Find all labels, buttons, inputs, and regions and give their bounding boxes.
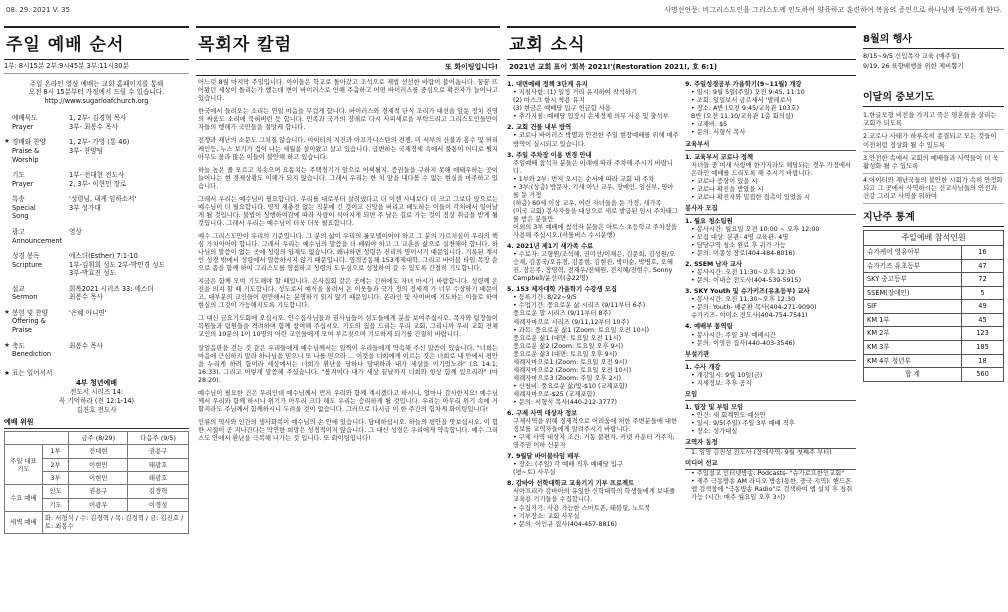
news-item-line: • 코로나 바이러스 박멸과 안전한 주일 현장예배를 위해 매주 방역이 실시되고 있습니다.: [513, 132, 679, 148]
order-value-line: 에스더(Esther) 7:1-10: [69, 252, 138, 261]
news-item-line: • 문의: 이영진 집사(440-403-3546): [691, 339, 795, 347]
news-item-line: 1. 임영 김진성 전도사 (장애사역- 9월 첫째주 부터): [691, 449, 832, 457]
order-value-line: '은혜 아니면': [69, 308, 107, 317]
news-item-line: • 교재비: $5: [691, 121, 728, 129]
duty-cell: 이현민: [69, 472, 128, 485]
stat-label: KM 4부 청년부: [864, 354, 962, 368]
star-icon: ★: [4, 307, 10, 316]
star-icon: ★: [4, 340, 10, 349]
duty-title: 예배 위원: [4, 418, 189, 429]
news-item-line: (미국 교회) 봉사자들을 대상으로 새로 발급된 임시 주차태그를 받은 분들만: [513, 207, 678, 223]
news-item-line: 이외의 3부 예배에 참석자 분들은 아트스 초등학교 주차장을 사용해 주십시오.(셔틀버스 수시운행): [513, 223, 678, 240]
news-item-title: 2. 교회 건물 내부 방역: [507, 124, 572, 132]
prayer-item: 3.안전한 속에서 교회의 예배들과 사역들이 더 욱 활성화 될 수 있도록: [863, 152, 1004, 174]
star-icon: ★: [4, 368, 13, 377]
news-item-line: • 장소: (주일) 각 예배 직후 예배당 입구: [513, 461, 623, 469]
stat-row: [864, 259, 1004, 273]
news-item-line: • 봉사시간: 월요일 오전 10:00 ~ 오후 12:00: [691, 225, 820, 233]
duty-row: [5, 445, 189, 458]
stat-row: [864, 300, 1004, 314]
worship-title: 주일 예배 순서: [4, 28, 189, 60]
stat-value: 18: [962, 354, 1004, 368]
stat-label: KM 1부: [864, 313, 962, 327]
stats-title: 지난주 통계: [863, 208, 1004, 227]
order-value-line: 3부-박효진 성도: [69, 269, 116, 278]
star-icon: [4, 227, 12, 246]
news-item-line: 세례자마으로-$25 (교재포함): [513, 390, 596, 398]
order-label-line: Song: [12, 212, 29, 221]
column-paragraph: 한국에서 들려오는 소리는 연일 마음을 무겁게 합니다. 바이러스와 경제적 단식 조리가 대선을 앞둔 정치 진영의 싸움도 소리에 묵혀버린 듯 합니다. 민족과 국가의 장래로 다시 사피세로을 부탁드리고 그리스도인들만이 자들의 행해가 국민들을 절망케 합니다.: [198, 108, 498, 132]
news-item-line: • 문의: 이내승 전도사(404-539-5915): [691, 277, 802, 285]
duty-header-blank: [5, 432, 69, 445]
event-item: 9/19, 26 육향배행을 위한 제비뽑기: [863, 62, 964, 71]
duty-cell: 이광우: [69, 498, 128, 511]
news-item-line: • 추가지침: 예배당 입장시 손세정제 의무 사용 및 출석부: [513, 113, 669, 121]
news-item-line: • 문의: 서형식 목사: [691, 129, 746, 137]
youth-line: 전도서 시리즈 14:: [69, 388, 124, 397]
news-item-line: • 수업기간: 풍요로운 삶 시리즈 (9/11부터 6주): [513, 302, 646, 310]
order-label: [12, 341, 69, 360]
stat-value: 45: [962, 313, 1004, 327]
order-label-line: Sermon: [12, 293, 38, 302]
order-label-line: Benediction: [12, 350, 52, 359]
news-item-line: 서아프리카 감바아의 유일한 신학대학의 학생들에게 보내줄 교육용 기기들을 수집합니다.: [513, 488, 676, 504]
column-paragraph: 어느덧 8월 마지막 주일입니다. 아이들은 학교로 돌아갔고 조석으로 제법 선선한 바람이 불어옵니다. 꿈꿈 뜨어왔던 세상이 돌리는가 했는데 변이 바이러스로 인해 주춤하고 어떤 바이러스를 중심으로 확진자가 늘어나고 있습니다.: [198, 79, 498, 103]
news-title: 교회 소식: [507, 28, 856, 60]
order-value: [69, 227, 189, 246]
news-left: [507, 78, 679, 528]
online-notice-line: 주일 온라인 영상 예배는 교회 홈페이지를 통해: [29, 79, 164, 88]
column-paragraph: 살얼음판을 걷는 것 같은 우리들에게 예수님께서는 일찍이 우리들에게 약속해 주신 말씀이 있습니다. "너희는 마음에 근심하지 말라 하나님을 믿으니 또 나를 믿으라 ... 이것을 너희에게 이르는 것은 너희로 내 안에서 평안을 누리게 하려 함이라 세상에서는 너희가 환난을 당하나 담대하라 내가 세상을 이기었노라" (요 14:1; 16:33). 그리고 이렇게 말씀해 주셨습니다. "볼지어다 내가 세상 끝날까지 너희와 항상 함께 있으리라" (마 28:20).: [198, 344, 498, 384]
news-item-title: 9. 주일성경공부 가을학기(9~11월) 개강: [685, 81, 802, 89]
news-item-line: • 문의: 이인규 집사(404-457-8816): [513, 520, 617, 528]
news-item-line: 저녀들 중 여새 사항에 한가지라도 해당되는 경우 가정에서 온라인 예배를 드리도록 해 주시기 바랍니다.: [691, 161, 851, 177]
duty-cell: 인도: [42, 485, 68, 498]
news-item-line: • 장소: A반 (오전 9:45/교육관 103호): [691, 105, 800, 113]
order-label-line: 축도: [12, 341, 25, 350]
news-item-line: • 지세정보: 추후 공지: [691, 379, 752, 387]
news-item-line: • 문의: Youth- 배준환 목사(404-271-9090): [691, 304, 817, 312]
news-item-line: 풍요로운 말 시리즈 (9/11부터 8주): [513, 310, 611, 318]
bulletin-date: 08. 29. 2021 V. 35: [6, 6, 70, 14]
worship-times: 1부: 8시15분 2부:9시45분 3부:11시30분: [4, 60, 189, 74]
news-item-title: 7. 9월달 바이블타임 배부: [507, 453, 580, 461]
stat-value: 185: [962, 340, 1004, 354]
youth-service: [4, 379, 189, 414]
news-item-line: 주일예배 참석자 분들은 아래에 따라 주차해 주시기 바랍니다.: [513, 159, 673, 175]
order-label-line: Prayer: [12, 179, 34, 188]
service-order: [4, 113, 189, 364]
order-value: [69, 308, 189, 336]
stat-row: [864, 246, 1004, 260]
news-item-line: • 등록기간: 8/22~9/5: [513, 294, 577, 302]
news-item-line: • 지침사항: (1) 일정 거리 유지하여 착석하기: [513, 89, 638, 97]
order-value-line: 최봉수 목사: [69, 293, 103, 302]
order-value-line: 영상: [69, 227, 82, 236]
news-item-title: 6. 구제 사역 대상자 정보: [507, 410, 578, 418]
church-motto-banner: 2021년 교회 표어 '회복 2021!'(Restoration 2021!, 호 6:1): [507, 60, 856, 76]
stat-value: 47: [962, 259, 1004, 273]
duty-cell: 기도: [42, 498, 68, 511]
online-notice-line: 오전 8시 15분부터 가정에서 드릴 수 있습니다.: [28, 88, 165, 97]
news-section-title: 교육부서: [685, 141, 856, 151]
news-item-line: (평~토) 사무실: [513, 469, 556, 477]
order-label-line: 봉헌 및 찬양: [12, 308, 49, 317]
order-value: [69, 284, 189, 303]
news-item-title: 4. 2021년 제1기 새가족 수료: [507, 243, 594, 251]
youth-line: 꼭 기억하라 (전 12:1-14): [58, 396, 135, 405]
stat-value: 123: [962, 327, 1004, 341]
order-value-line: 3부- 최봉수 목사: [69, 122, 118, 131]
news-item-line: • 봉사시간: 주일 3부 예배시간: [691, 331, 776, 339]
order-label-line: Scripture: [12, 260, 42, 269]
stat-label: SSEM(장애인): [864, 286, 962, 300]
news-item-line: • 안건: 새 회계연도 예산안: [691, 411, 766, 419]
order-label-line: Worship: [12, 155, 39, 164]
order-value-line: 1, 2부- 가영 (통 40): [69, 138, 130, 147]
order-label-line: Announcement: [12, 236, 63, 245]
news-section-title: 미디어 선교: [685, 460, 856, 470]
order-label-line: 특송: [12, 195, 25, 204]
order-value: [69, 341, 189, 360]
order-label: [12, 194, 69, 222]
news-item-line: B반 (오전 11:10/교육관 1층 회의실): [691, 113, 794, 121]
prayer-list: [863, 109, 1004, 204]
prayer-title: 이달의 중보기도: [863, 88, 1004, 107]
bulletin-header: [6, 4, 1002, 18]
news-item-title: 3. 주일 주차장 이용 변경 안내: [507, 151, 592, 159]
stand-note: [4, 369, 189, 378]
news-item-line: • 3부:(상층) 방문자, 기새 아닌 교우, 장애인, 임산부, 영아를 둔 가정: [513, 183, 674, 199]
news-section-title: 모임: [685, 391, 856, 401]
order-label-line: 광고: [12, 227, 25, 236]
youth-title: 4부 청년예배: [75, 379, 118, 388]
duty-row: [5, 485, 189, 498]
order-label-line: Prayer: [12, 122, 34, 131]
order-label-line: 성경 봉독: [12, 252, 40, 261]
order-value-line: 1, 2부- 김경혁 목사: [69, 114, 127, 123]
prayer-item: 4.아이티와 재난국들의 불안한 시회가 속히 안정화 되고 그 곳에서 사역하시는 선교사님들의 안전과 건강 그리고 사역을 위하여: [863, 174, 1004, 204]
column-paragraph: 전쟁과 재난의 소문도 그치질 않습니다. 아이티의 지진과 아프가니스탄의 전쟁, 미 서부의 산불과 홍수 및 허리케인등, 누스 보기가 겁이 나는 세월을 살아왔고 살고 있습니다. 급변하는 국제정세 속에서 불통이 어디로 튈지 아무도 몰라 많은 이들이 불안해 하고 있습니다.: [198, 137, 498, 161]
sidebar-column: [863, 26, 1004, 606]
church-news-column: [507, 26, 856, 606]
news-item-line: 풍요로운 삶2 (Zoom: 토요일 오후 9시): [513, 342, 624, 350]
stat-label: KM 3부: [864, 340, 962, 354]
order-label: [12, 170, 69, 189]
order-value-line: 3부- 찬양팀: [69, 147, 104, 156]
news-item-line: (하층) 60세 이상 교우, 어린 자녀들을 둔 가정, 새가족: [513, 199, 662, 207]
news-item-line: (3) 현금은 예배당 입구 헌금함 사용: [513, 105, 612, 113]
star-icon: [4, 194, 12, 222]
news-section-title: 부설기관: [685, 351, 856, 361]
column-paragraph: 인류의 역사와 인간의 생사화복이 예수님의 손 안에 있습니다. 담대하십시오. 하늘의 평안을 맛보십시오. 이 험한 시절이 곧 지나간다는 막연한 희망은 성경적이지 않습니다. 그 대신 성경은 우리에게 약속합니다. 예수 그리스도 안에서 환난을 극복해 나가는 것 입니다. 또 화이팅입니다!: [198, 418, 498, 442]
column-paragraph: 예수님이 필요한 건은 우리인데 예수님께서 먼저 우리와 함께 계시겠다고 하시니, 얼마나 감사한지요! 예수님께서 우리와 함께 하시니 위기가 아무리 크다 해도 우리는 승리하게 될 것입니다. 우리는 아무리 위기 속에 거할지라도 주님께서 함께하시니 두려울 것이 없습니다. 그러므로 다시금 이 한 주간의 힘차게 화이팅입니다!: [198, 389, 498, 413]
star-icon: [4, 170, 12, 189]
duty-cell: 권용구: [128, 445, 189, 458]
duty-this-week: 금주 (8/29): [69, 432, 128, 445]
news-item-line: • 구제 사역 대상자 조건: 거동 불편자, 커넷 카운터 거주자, 영주권 이하 신분자: [513, 434, 675, 450]
news-item-title: 3. SKY Youth 및 슈가키즈(유초등부) 교사: [685, 288, 810, 296]
stat-value: 5: [962, 286, 1004, 300]
order-label: [12, 227, 69, 246]
order-label: [12, 113, 69, 132]
order-label: [12, 308, 69, 336]
events-title: 8월의 행사: [863, 30, 1004, 49]
news-item-line: • 수집기기: 사용 가능한 스마트폰, 태블릿, 노트북: [513, 504, 651, 512]
order-label-line: 기도: [12, 171, 25, 180]
star-icon: [4, 284, 12, 303]
duty-dawn: 화: 서형식 / 수: 김경혁 / 목: 김경혁 / 금: 김진호 / 토: 최봉수: [42, 512, 188, 534]
order-label-line: Praise: [12, 326, 32, 335]
duty-cell: 김경혁: [128, 485, 189, 498]
column-paragraph: 하늘 높은 줄 모르고 치솟으며 요동치는 주택경기가 앞으로 어찌될지, 증권들을 구하지 못해 애태우하는 곳이 늘어나는 현 경제상황도 이해가 되지 않습니다. 그래서 우리는 한 치 앞을 내다볼 수 없는 현실을 마주하고 있습니다.: [198, 166, 498, 190]
news-item-line: • 주일설교 인터넷방송: Podcasts- "슈가로프한인교회": [691, 470, 845, 478]
stat-value: 72: [962, 273, 1004, 287]
news-item-line: 세례자마으로2 (Zoom: 토요일 오전 10시): [513, 366, 632, 374]
news-item-line: • 일시: 9월 5일(주일) 오전 9:45, 11:10: [691, 89, 805, 97]
star-icon: ★: [4, 137, 10, 146]
column-title: 목회자 칼럼: [196, 28, 500, 60]
stat-label: 슈가케어 영유아부: [864, 246, 962, 260]
stat-label: SIF: [864, 300, 962, 314]
order-value-line: 회복2021 시리즈 33: 에스더: [69, 284, 154, 293]
news-item-line: • 일시: 9/5(주일) 주일 3부 예배 직후: [691, 419, 795, 427]
order-value: [69, 113, 189, 132]
news-item-line: • 신청비: 풍요로운 삶/빛-$10 (교재포함): [513, 382, 628, 390]
order-label-line: 예배묵도: [12, 114, 38, 123]
order-value: [69, 251, 189, 279]
duty-cell: 1부: [42, 445, 68, 458]
duty-table: [4, 431, 189, 534]
stat-value: 560: [962, 368, 1004, 382]
stat-row: [864, 340, 1004, 354]
stat-row: [864, 354, 1004, 368]
stat-label: 슈가키즈 유초등부: [864, 259, 962, 273]
news-item-line: • 코로나 확진자와 밀접한 접촉이 있었을 시: [691, 193, 811, 201]
news-item-line: • 담당구역 청소 완료 후 귀가 가능: [691, 242, 786, 250]
stat-row: [864, 313, 1004, 327]
duty-group: 수요 예배: [5, 485, 43, 512]
pastor-column: [196, 26, 500, 606]
news-item-title: 2. SSEM 남자 교사: [685, 261, 743, 269]
duty-group: 주일 대표 기도: [5, 445, 43, 485]
duty-group: 새벽 예배: [5, 512, 43, 534]
star-icon: [4, 251, 12, 279]
attendance-table: [863, 245, 1004, 382]
duty-next-week: 다음주 (9/5): [128, 432, 189, 445]
stat-label: SKY 중고등부: [864, 273, 962, 287]
stat-row: [864, 273, 1004, 287]
news-item-line: • 조회: 일일보서 금르세서 '발레로사: [691, 97, 792, 105]
order-value-line: 3부 성가대: [69, 203, 101, 212]
stat-value: 16: [962, 246, 1004, 260]
order-label: [12, 251, 69, 279]
column-body: [196, 76, 500, 448]
column-paragraph: 예수 그리스도만이 우리의 기준입니다. 그 분의 삶이 우리의 롤모델이어야 하고 그 분의 가르치심이 우리의 핵심 가치이어야 합니다. 그래서 우리는 예수님의 말씀을 더 배워야 하고 그 교훈을 삶으로 실천해야 합니다. 하나님의 말씀이 없는 곳에 성령의 임재도 없습니다. 왜냐하면 성령은 진리의 영이시기 때문입니다. 기록된 계시인 성경 밖에서 성령에서 말씀하시지 않기 때문입니다. 영적공동체 153계제대학, 그리고 바이블 타임 목장 순으로 좀을 함께 하여 그리스도를 영접하고 성령의 도우심으로 성장하여 갈 수 있도록 간절히 기도합니다.: [198, 232, 498, 273]
news-item-line: • 기부장소: 교회 사무실: [513, 512, 580, 520]
order-label-line: Special: [12, 203, 36, 212]
news-item-line: • 문의: 이종성 장로(404-484-8016): [691, 250, 795, 258]
stat-row: [864, 327, 1004, 341]
column-paragraph: 그 대신 금요기도회에 오십시오. 안수집사님들과 권사님들이 섬도들에게 분을 보여주십시오. 목자와 팀장들이 목원들과 팀원들을 격려하며 함께 참여해 주십시오. 기도의 집을 드리는 우리 교회, 그리니까 우리 교회 전체 교인의 10분의 1이 10명의 어린 교인들에게 모여 부르짖으며 기도하게 되기를 간절히 바랍니다.: [198, 315, 498, 339]
news-item-line: • 장소: 성가대실: [691, 427, 738, 435]
news-item-line: • 수료자: 고형원/조석해, 권미선/이재은, 김문희, 김성원/오승재, 김종국/오유경, 김종현, 김현진, 박미순, 박병호, 오혜진, 장은주, 장영혁, 전재우/전혜원, 전지혜/전현수, Sonny Campbell/윤선미(총22명): [513, 251, 676, 283]
news-item-title: 1. 팀장 및 부팀 모임: [685, 403, 744, 411]
youth-line: 김진호 전도사: [76, 405, 117, 414]
news-item-line: 풍요로운 삶3 (대면: 토요일 오후 9시): [513, 350, 618, 358]
order-label-line: 설교: [12, 284, 25, 293]
news-item-line: • 개강일시: 9월 10일(금): [691, 371, 763, 379]
order-value: [69, 137, 189, 165]
news-item-line: • 문의: 서형식 목사(440-212-3777): [513, 398, 617, 406]
church-url[interactable]: http://www.sugarloafchurch.org: [44, 96, 149, 105]
star-icon: [4, 113, 12, 132]
spacer: [4, 360, 189, 365]
news-item-line: • 제주 극동방송 AM 라디오 방송(통한, 중국 지역): 핸드폰 앱 검색창에 "극동방송 Radio"로 검색하여 앱 설치 후 청취 가능 (시간: 매주 월요일 오후 3시): [691, 478, 853, 502]
mission-statement: 사명선언문: 비그리스도인을 그리스도께 인도하여 양육하고 훈련하여 복음의 증인으로 하나님께 동역하게 한다.: [664, 6, 1002, 14]
prayer-item: 1.한글모형 비전을 가지고 죽은 영혼들을 살리는 교회가 되도록: [863, 109, 1004, 131]
duty-cell: 3부: [42, 472, 68, 485]
stat-row: [864, 368, 1004, 382]
order-label-line: Praise &: [12, 147, 40, 156]
duty-cell: 권용구: [69, 485, 128, 498]
event-item: 8/15~9/5 신입목자 교육 (매주일): [863, 52, 960, 60]
news-item-line: 풍요로운 삶1 (대면: 토요일 오전 11시): [513, 334, 622, 342]
stat-row: [864, 286, 1004, 300]
stand-note-text: 표는 일어서서: [12, 368, 53, 377]
news-item-title: 8. 감바아 선학대학교 교육기기 기부 프로젝트: [507, 480, 635, 488]
news-item-line: • 과목: 풍요로운 삶1 (Zoom: 토요일 오전 10시): [513, 326, 650, 334]
news-item-line: 세례자마으로1 (Zoom: 토요일 오전 9시): [513, 358, 628, 366]
news-item-title: 5. 153 제자대학 가을학기 수강생 모집: [507, 286, 617, 294]
prayer-item: 2.코로나 사태가 하루속히 종결되고 모든 것들이 이전처럼 정상화 될 수 있도록: [863, 130, 1004, 152]
duty-cell: 이경성: [128, 498, 189, 511]
news-item-line: • 코로나 확진을 받았을 시: [691, 185, 764, 193]
duty-cell: 2부: [42, 458, 68, 471]
news-item-title: 1. 교육부서 코로나 정책: [685, 153, 754, 161]
column-paragraph: 지금은 함께 모여 기도해야 할 때입니다. 은사집회 같은 곳에는 긴허에도 자녀 마시기 바람합니다. 성령께 온 전을 의지 할 때 기도합니다. 성도로서 예식을 올려서 온 이웃들과 국가 정의 정세계 가 너무 수상하기 때문이고, 대부분의 교인들이 편안해서는 분명하기 읽지 않기 때문입니다. 온라인 및 사이버에 기도하는 이들로 하여 현실의 그것이 가능해지도록 기도합니다.: [198, 278, 498, 310]
duty-cell: 태광호: [128, 472, 189, 485]
duty-cell: 태광호: [128, 458, 189, 471]
duty-cell: 이현민: [69, 458, 128, 471]
order-label: [12, 284, 69, 303]
column-heading: 또 화이팅입니다!: [196, 60, 500, 76]
news-item-line: (2) 마스크 항시 착용 유지: [513, 97, 585, 105]
order-value-line: 1부-김휘회 성도 2부-박민경 성도: [69, 260, 165, 269]
order-value: [69, 194, 189, 222]
order-value: [69, 170, 189, 189]
stat-label: 합 계: [864, 368, 962, 382]
news-item-line: • 1부와 2부: 먼저 오시는 순서에 따라 교회 내 주차: [513, 175, 655, 183]
news-item-line: 세례자마으로3 (Zoom: 주일 오후 2시): [513, 374, 622, 382]
order-label-line: 경배와 찬양: [12, 138, 46, 147]
worship-order-column: [4, 26, 189, 606]
order-value-line: 최봉수 목사: [69, 341, 103, 350]
news-section-title: 봉사자 모집: [685, 205, 856, 215]
order-label: [12, 137, 69, 165]
duty-cell: 전대현: [69, 445, 128, 458]
news-item-line: • 봉사시간: 오전 11:30~오후 12:30: [691, 296, 796, 304]
order-value-line: 1부- 전대현 전도사: [69, 171, 125, 180]
news-right: [685, 78, 856, 528]
news-item-title: 1. 대면예배 정책 3단계 유지: [507, 81, 588, 89]
order-value-line: 2, 3부- 이현민 장로: [69, 179, 127, 188]
news-section-title: 교역자 동정: [685, 439, 856, 449]
news-item-line: 슈가키즈- 이미소 전도사(404-754-7541): [691, 312, 808, 320]
stat-label: KM 2부: [864, 327, 962, 341]
online-notice: [4, 74, 189, 110]
order-value-line: '성령님, 내게 임하소서': [69, 195, 137, 204]
news-item-line: • 코로나 증상이 있을 시: [691, 177, 758, 185]
stat-value: 49: [962, 300, 1004, 314]
news-item-title: 1. 월요 청소팀원: [685, 217, 733, 225]
news-item-line: 구제사역을 위해 경제적으로 어려움에 처한 주변분들에 대한 정보를 교역자들에게 알려주시기 바랍니다.: [513, 418, 678, 434]
news-item-title: 1. 수사 개강: [685, 363, 721, 371]
stats-table-title: 주일예배 참석인원: [863, 230, 1004, 245]
order-label-line: Offering &: [12, 317, 46, 326]
duty-row: [5, 512, 189, 534]
news-item-line: • 모집 대상: 본관- 4명 교육관- 4명: [691, 233, 789, 241]
news-item-line: • 봉사시간: 오전 11:30~오후 12:30: [691, 269, 796, 277]
column-paragraph: 그래서 우리는 예수님이 필요합니다. 우리를 대로부터 살려냈다고 더 이젠 사내보다 더 크고 그보다 앞으로는 예수님이 더 필요합니다. 영적 재충전 없는 직분에 긴 것이고 신앙을 버리고 배도하는 이들이 각처에서 일어날 게 될 것입니다. 불법이 성행하여감에 따라 사랑이 식어지게 되면 주 날은 길로 가는 것이 정상 취급을 받게 될 것입니다. 그래서 우리는 예수님이 더욱 더욱 필요합니다.: [198, 195, 498, 227]
news-item-line: 세례자마으로 시리즈 (9/11,12부터 10주): [513, 318, 630, 326]
events-list: [863, 51, 1004, 72]
news-item-title: 4. 예배부 통역팀: [685, 323, 733, 331]
